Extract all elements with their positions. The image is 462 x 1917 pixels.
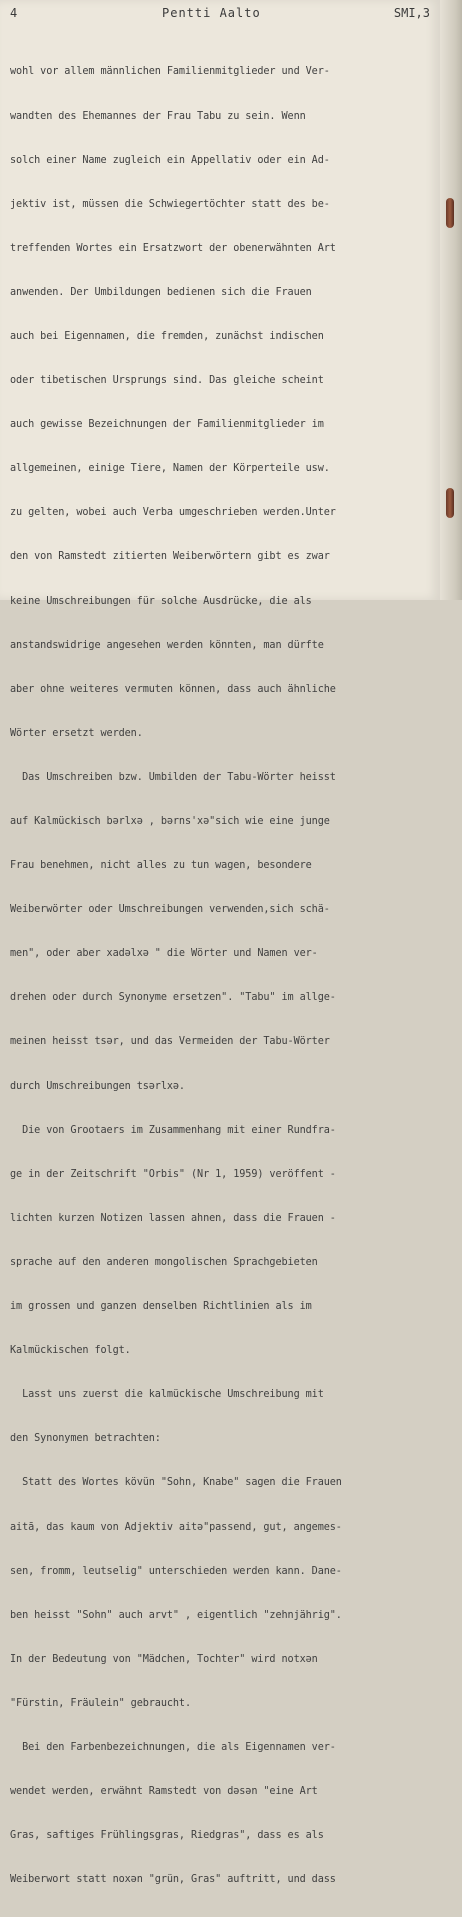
text-line: Weiberwort statt noxən "grün, Gras" auftritt, und dass	[10, 1874, 336, 1886]
text-line: keine Umschreibungen für solche Ausdrücke, die als	[10, 595, 312, 607]
page-header	[10, 6, 430, 22]
text-line: anwenden. Der Umbildungen bedienen sich die Frauen	[10, 286, 312, 298]
text-line: wohl vor allem männlichen Familienmitglieder und Ver-	[10, 66, 330, 78]
text-line: auch gewisse Bezeichnungen der Familienmitglieder im	[10, 419, 324, 431]
binder-clip	[446, 488, 454, 518]
body-text	[10, 36, 434, 1917]
page-number: 4	[10, 6, 18, 20]
text-line: durch Umschreibungen tsərlxə.	[10, 1080, 185, 1092]
text-line: allgemeinen, einige Tiere, Namen der Körperteile usw.	[10, 463, 330, 475]
text-line: treffenden Wortes ein Ersatzwort der obenerwähnten Art	[10, 242, 336, 254]
text-line: ben heisst "Sohn" auch arvt" , eigentlich "zehnjährig".	[10, 1609, 342, 1621]
text-line: lichten kurzen Notizen lassen ahnen, dass die Frauen -	[10, 1212, 336, 1224]
text-line: anstandswidrige angesehen werden könnten, man dürfte	[10, 639, 324, 651]
text-line: Gras, saftiges Frühlingsgras, Riedgras", dass es als	[10, 1830, 324, 1842]
text-line: wendet werden, erwähnt Ramstedt von dəsən "eine Art	[10, 1786, 318, 1798]
text-line: den von Ramstedt zitierten Weiberwörtern gibt es zwar	[10, 551, 330, 563]
text-line: ge in der Zeitschrift "Orbis" (Nr 1, 1959) veröffent -	[10, 1168, 336, 1180]
text-line: Das Umschreiben bzw. Umbilden der Tabu-Wörter heisst	[10, 771, 336, 783]
text-line: sen, fromm, leutselig" unterschieden werden kann. Dane-	[10, 1565, 342, 1577]
text-line: im grossen und ganzen denselben Richtlinien als im	[10, 1301, 312, 1313]
text-line: Kalmückischen folgt.	[10, 1345, 131, 1357]
text-line: drehen oder durch Synonyme ersetzen". "Tabu" im allge-	[10, 992, 336, 1004]
text-line: Bei den Farbenbezeichnungen, die als Eigennamen ver-	[10, 1741, 336, 1753]
text-line: Die von Grootaers im Zusammenhang mit einer Rundfra-	[10, 1124, 336, 1136]
text-line: Weiberwörter oder Umschreibungen verwenden,sich schä-	[10, 904, 330, 916]
text-line: aber ohne weiteres vermuten können, dass auch ähnliche	[10, 683, 336, 695]
running-title: Pentti Aalto	[162, 6, 261, 20]
text-line: meinen heisst tsər, und das Vermeiden der Tabu-Wörter	[10, 1036, 330, 1048]
text-line: auf Kalmückisch bərlxə , bərns'xə"sich wie eine junge	[10, 816, 330, 827]
text-line: men", oder aber xadəlxə " die Wörter und Namen ver-	[10, 948, 318, 960]
text-line: In der Bedeutung von "Mädchen, Tochter" wird notxən	[10, 1653, 318, 1665]
text-line: oder tibetischen Ursprungs sind. Das gleiche scheint	[10, 375, 324, 387]
text-line: Wörter ersetzt werden.	[10, 727, 143, 739]
binder-clip	[446, 198, 454, 228]
text-line: Frau benehmen, nicht alles zu tun wagen, besondere	[10, 860, 312, 872]
text-line: sprache auf den anderen mongolischen Sprachgebieten	[10, 1256, 318, 1268]
text-line: auch bei Eigennamen, die fremden, zunächst indischen	[10, 330, 324, 342]
text-line: solch einer Name zugleich ein Appellativ oder ein Ad-	[10, 154, 330, 166]
text-line: wandten des Ehemannes der Frau Tabu zu sein. Wenn	[10, 110, 306, 122]
text-line: Statt des Wortes kövün "Sohn, Knabe" sagen die Frauen	[10, 1477, 342, 1489]
text-line: "Fürstin, Fräulein" gebraucht.	[10, 1697, 192, 1709]
series-reference: SMI,3	[393, 6, 430, 20]
text-line: zu gelten, wobei auch Verba umgeschrieben werden.Unter	[10, 507, 336, 519]
text-line: den Synonymen betrachten:	[10, 1433, 161, 1445]
text-line: jektiv ist, müssen die Schwiegertöchter statt des be-	[10, 198, 330, 210]
text-line: aitā, das kaum von Adjektiv aitə"passend, gut, angemes-	[10, 1521, 342, 1533]
text-line: Lasst uns zuerst die kalmückische Umschreibung mit	[10, 1389, 324, 1401]
